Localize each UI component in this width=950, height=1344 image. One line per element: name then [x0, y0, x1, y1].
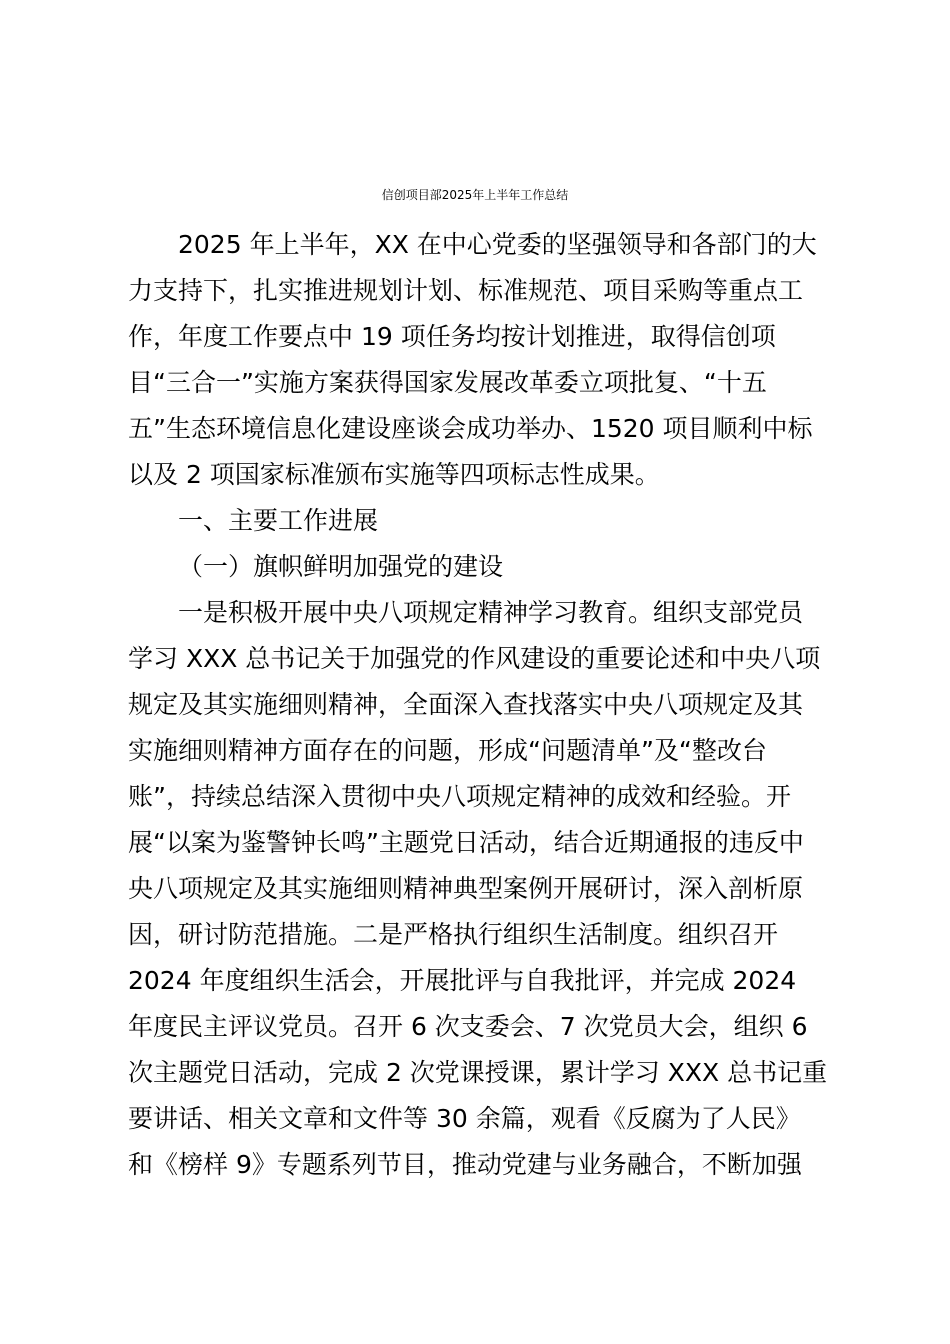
text-line: 次主题党日活动，完成 2 次党课授课，累计学习 XXX 总书记重 [128, 1058, 828, 1087]
text-line: 要讲话、相关文章和文件等 30 余篇，观看《反腐为了人民》 [128, 1104, 801, 1133]
text-line: 力支持下，扎实推进规划计划、标准规范、项目采购等重点工 [128, 276, 804, 305]
text-line: 一是积极开展中央八项规定精神学习教育。组织支部党员 [178, 598, 804, 627]
text-line: 学习 XXX 总书记关于加强党的作风建设的重要论述和中央八项 [128, 644, 821, 673]
text-line: 央八项规定及其实施细则精神典型案例开展研讨，深入剖析原 [128, 874, 804, 903]
text-line: 规定及其实施细则精神，全面深入查找落实中央八项规定及其 [128, 690, 804, 719]
text-line: 2025 年上半年，XX 在中心党委的坚强领导和各部门的大 [178, 230, 817, 259]
text-line: 作，年度工作要点中 19 项任务均按计划推进，取得信创项 [128, 322, 776, 351]
text-line: 年度民主评议党员。召开 6 次支委会、7 次党员大会，组织 6 [128, 1012, 808, 1041]
text-line: 实施细则精神方面存在的问题，形成“问题清单”及“整改台 [128, 736, 767, 765]
text-line: 和《榜样 9》专题系列节目，推动党建与业务融合，不断加强 [128, 1150, 802, 1179]
text-line: 展“以案为鉴警钟长鸣”主题党日活动，结合近期通报的违反中 [128, 828, 804, 857]
section-heading: 一、主要工作进展 [178, 506, 379, 535]
text-line: 因，研讨防范措施。二是严格执行组织生活制度。组织召开 [128, 920, 779, 949]
text-line: 账”，持续总结深入贯彻中央八项规定精神的成效和经验。开 [128, 782, 791, 811]
text-line: 2024 年度组织生活会，开展批评与自我批评，并完成 2024 [128, 966, 797, 995]
document-title: 信创项目部2025年上半年工作总结 [381, 188, 569, 202]
text-line: 目“三合一”实施方案获得国家发展改革委立项批复、“十五 [128, 368, 767, 397]
text-line: 以及 2 项国家标准颁布实施等四项标志性成果。 [128, 460, 660, 489]
text-line: 五”生态环境信息化建设座谈会成功举办、1520 项目顺利中标 [128, 414, 813, 443]
subsection-heading: （一）旗帜鲜明加强党的建设 [178, 552, 504, 581]
